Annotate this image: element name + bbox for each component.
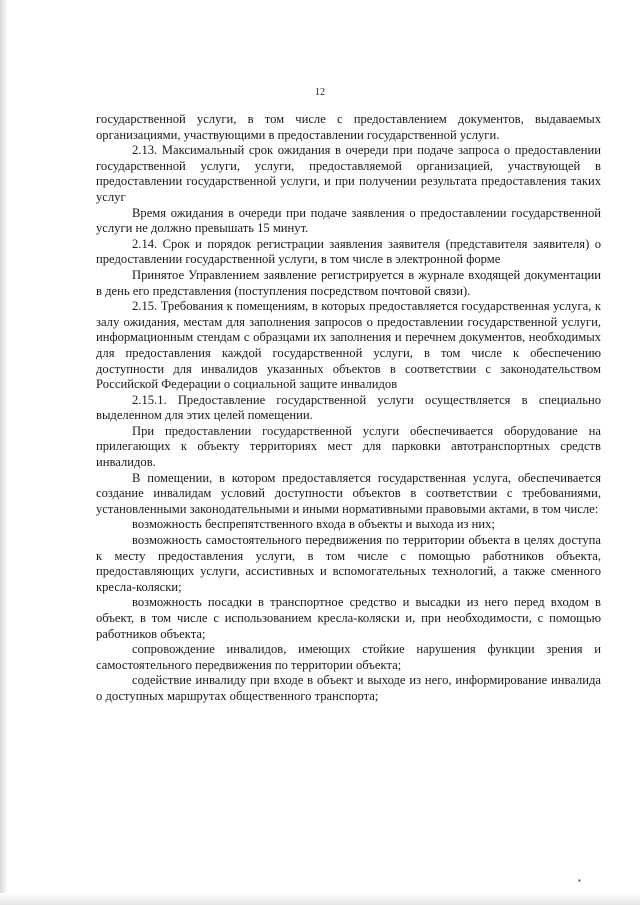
page-number: 12: [315, 87, 325, 98]
list-item-escort: сопровождение инвалидов, имеющих стойкие нарушения функции зрения и самостоятельного передвижения по территории объекта;: [96, 642, 601, 672]
document-body: [96, 112, 601, 705]
paragraph-2-14-heading: 2.14. Срок и порядок регистрации заявления заявителя (представителя заявителя) о предоставлении государственной услуги, в том числе в электронной форме: [96, 236, 601, 267]
list-item-assistance: содействие инвалиду при входе в объект и выходе из него, информирование инвалида о доступных маршрутах общественного транспорта;: [96, 673, 601, 703]
paragraph-2-13-heading: 2.13. Максимальный срок ожидания в очереди при подаче запроса о предоставлении государственной услуги, услуги, предоставляемой организацией, участвующей в предоставлении государственной услуги, и при получении результата предоставления таких услуг: [96, 143, 601, 204]
scan-artifact-mark: ▪: [578, 876, 581, 885]
list-item-movement: возможность самостоятельного передвижения по территории объекта в целях доступа к месту предоставления услуги, в том числе с помощью работников объекта, предоставляющих услуги, ассистивных и вспомогательных технологий, а также сменного кресла-коляски;: [96, 533, 601, 594]
paragraph-2-15-1: 2.15.1. Предоставление государственной услуги осуществляется в специально выделенном для этих целей помещении.: [96, 392, 601, 423]
list-item-entry: возможность беспрепятственного входа в объекты и выхода из них;: [132, 517, 495, 532]
paragraph-wait-time: Время ожидания в очереди при подаче заявления о предоставлении государственной услуги не должно превышать 15 минут.: [96, 205, 601, 236]
paragraph-registration: Принятое Управлением заявление регистрируется в журнале входящей документации в день его представления (поступления посредством почтовой связи).: [96, 267, 601, 298]
paragraph-accessibility-intro: В помещении, в котором предоставляется государственная услуга, обеспечивается создание инвалидам условий доступности объектов в соответствии с требованиями, установленными законодательными и иными нормативными правовыми актами, в том числе:: [96, 470, 601, 516]
list-item-vehicle: возможность посадки в транспортное средство и высадки из него перед входом в объект, в том числе с использованием кресла-коляски и, при необходимости, с помощью работников объекта;: [96, 595, 601, 641]
paragraph-parking: При предоставлении государственной услуги обеспечивается оборудование на прилегающих к объекту территориях мест для парковки автотранспортных средств инвалидов.: [96, 423, 601, 470]
paragraph-continuation: государственной услуги, в том числе с предоставлением документов, выдаваемых организациями, участвующими в предоставлении государственной услуги.: [96, 112, 601, 142]
scan-edge-left: [0, 0, 8, 905]
paragraph-2-15-heading: 2.15. Требования к помещениям, в которых предоставляется государственная услуга, к залу ожидания, местам для заполнения запросов о предоставлении государственной услуги, информационным стендам с образцами их заполнения и перечнем документов, необходимых для предоставления каждой государственной услуги, в том числе к обеспечению доступности для инвалидов указанных объектов в соответствии с законодательством Российской Федерации о социальной защите инвалидов: [96, 299, 601, 392]
scan-edge-bottom: [0, 893, 640, 905]
